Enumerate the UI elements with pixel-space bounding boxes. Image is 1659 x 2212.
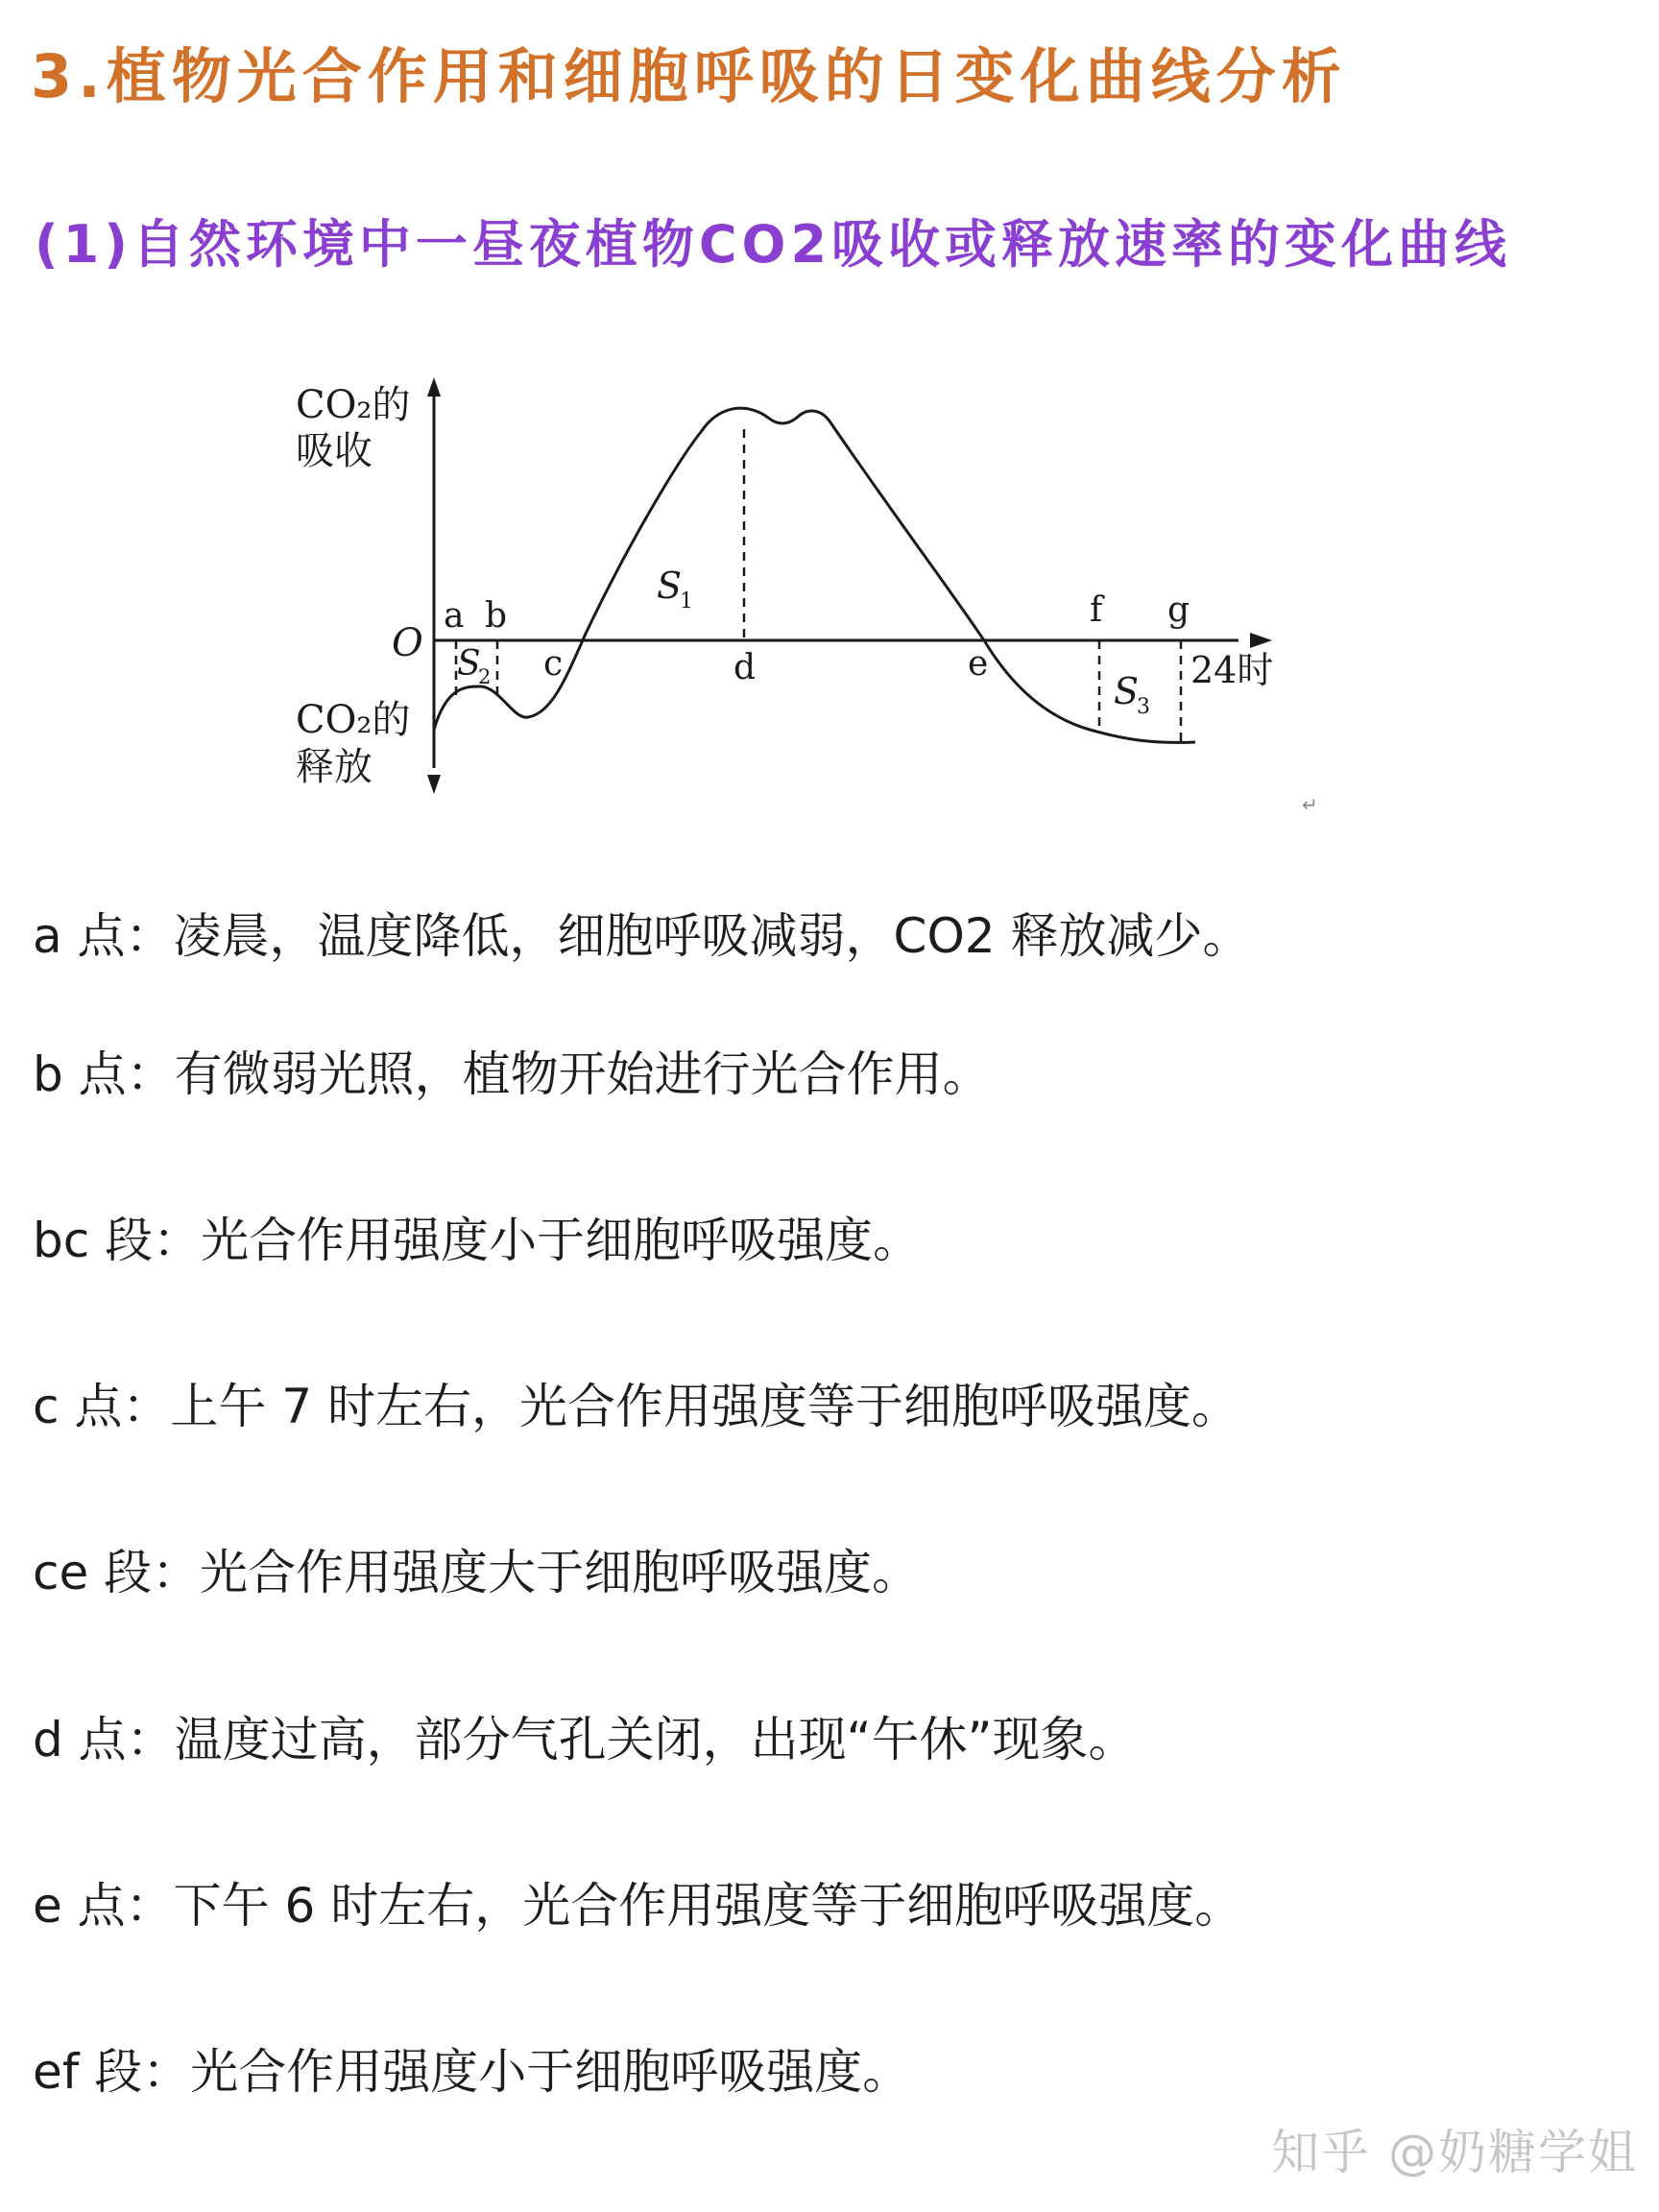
paragraph-ef-segment: ef 段：光合作用强度小于细胞呼吸强度。 (33, 2044, 911, 2100)
area-label-s3-sub: 3 (1137, 695, 1150, 719)
y-top-label-line2: 吸收 (296, 429, 373, 473)
zhihu-watermark: 知乎 @奶糖学姐 (1271, 2125, 1638, 2180)
x-axis-arrow (1250, 633, 1272, 648)
co2-rate-curve (434, 408, 1195, 742)
area-label-s2-sub: 2 (478, 665, 492, 688)
area-label-s1: S (657, 565, 683, 607)
y-top-label-line1: CO₂的 (296, 383, 411, 427)
co2-curve-figure (278, 370, 1334, 830)
paragraph-a-point: a 点：凌晨，温度降低，细胞呼吸减弱，CO2 释放减少。 (33, 908, 1251, 964)
x-axis-label: 24时 (1190, 649, 1274, 691)
paragraph-c-point: c 点：上午 7 时左右，光合作用强度等于细胞呼吸强度。 (33, 1379, 1239, 1434)
point-label-d: d (733, 648, 757, 687)
y-axis-arrow-up (427, 377, 441, 397)
paragraph-ce-segment: ce 段：光合作用强度大于细胞呼吸强度。 (33, 1545, 921, 1600)
paragraph-d-point: d 点：温度过高，部分气孔关闭，出现“午休”现象。 (33, 1712, 1137, 1767)
subsection-title: (1)自然环境中一昼夜植物CO2吸收或释放速率的变化曲线 (35, 214, 1512, 275)
point-label-e: e (968, 644, 989, 684)
paragraph-bc-segment: bc 段：光合作用强度小于细胞呼吸强度。 (33, 1213, 922, 1268)
point-label-a: a (444, 596, 465, 636)
co2-curve-svg (278, 370, 1334, 830)
point-label-b: b (485, 596, 508, 636)
point-label-g: g (1167, 590, 1190, 630)
area-label-s2: S (457, 644, 481, 684)
paragraph-return-mark: ↵ (1302, 793, 1318, 816)
area-label-s1-sub: 1 (680, 589, 693, 613)
y-bottom-label-line1: CO₂的 (296, 698, 411, 742)
origin-label: O (392, 621, 423, 665)
paragraph-b-point: b 点：有微弱光照，植物开始进行光合作用。 (33, 1046, 991, 1102)
section-title: 3.植物光合作用和细胞呼吸的日变化曲线分析 (31, 41, 1347, 111)
point-label-c: c (543, 644, 564, 684)
paragraph-e-point: e 点：下午 6 时左右，光合作用强度等于细胞呼吸强度。 (33, 1878, 1243, 1934)
point-label-f: f (1090, 590, 1103, 630)
area-label-s3: S (1114, 670, 1140, 712)
y-axis-arrow-down (427, 775, 441, 794)
y-bottom-label-line2: 释放 (296, 745, 373, 789)
